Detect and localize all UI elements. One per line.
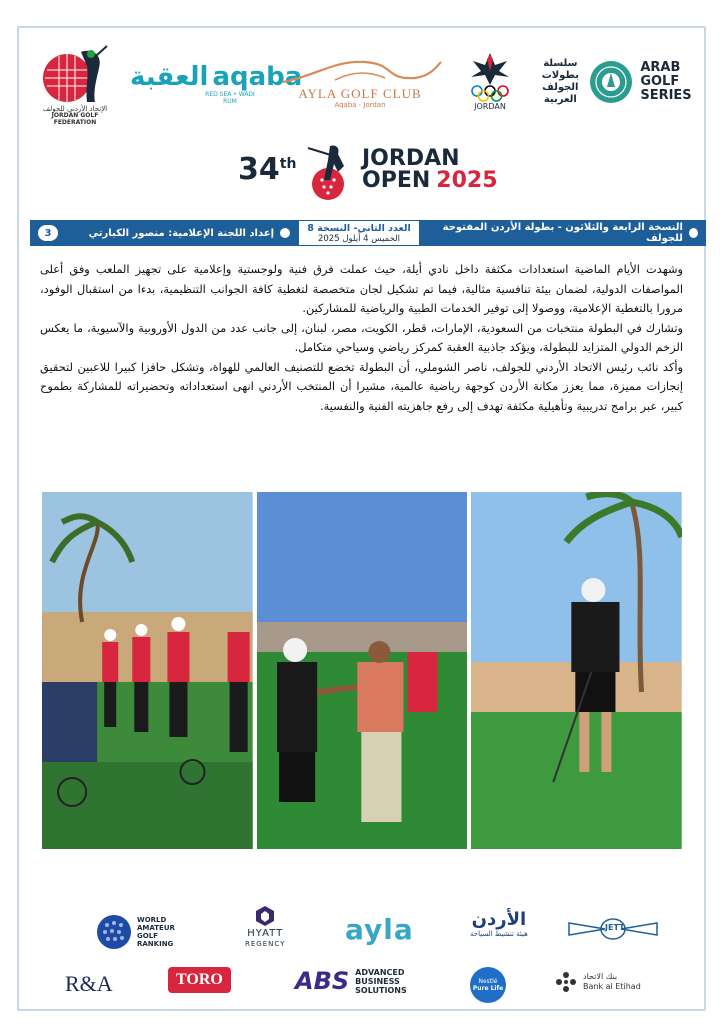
toro-logo: [168, 967, 231, 993]
header-logos: [30, 40, 694, 135]
banner-date: الخميس 4 أيلول 2025: [317, 233, 401, 244]
abs-logo: [295, 967, 407, 995]
edition-suffix: th: [279, 156, 297, 172]
bank-arabic: بنك الاتحاد: [583, 972, 618, 981]
edition-number: 34: [238, 152, 280, 187]
banner-credit-segment: [30, 220, 298, 246]
banner-issue-segment: [298, 220, 420, 246]
aqaba-latin: aqaba: [212, 62, 303, 93]
banner-title-segment: [420, 220, 706, 246]
nestle-line1: Nestlé: [478, 978, 498, 985]
article-paragraph-3: وأكد نائب رئيس الاتحاد الأردني للجولف، ناصر الشوملي، أن البطولة تخضع للتصنيف العالمي للهواة، وتشكل حافزا كبيرا للاعبين لتحقيق إنجازات مميزة، مما يعزز مكانة الأردن كوجهة رياضية عالمية، مشيرا أن المنتخب الأردني انهى استعداداته وتحضيراته للمشاركة بطموح كبير، عبر برامج تدريبية وتأهيلية مكثفة تهدف إلى رفع جاهزيته الفنية والنفسية.: [40, 359, 683, 413]
bank-english: Bank al Etihad: [583, 982, 641, 991]
article-paragraph-1: وشهدت الأيام الماضية استعدادات مكثفة داخل نادي أيلة، حيث عملت فرق فنية ولوجستية وإعلامية على تجهيز الملعب وفق أعلى المواصفات الدولية، لضمان بيئة تنافسية مثالية، فيما تم تشكيل لجان متخصصة لتغطية كافة الجوانب التنظيمية، بدءا من استقبال الوفود، مرورا بالتغطية الإعلامية، ووصولا إلى توفير الخدمات الطبية والرياضية للمشاركين.: [40, 262, 683, 315]
arab-series-en-2: GOLF: [640, 74, 680, 89]
jordan-olympic-logo: [460, 44, 520, 119]
event-title: [0, 140, 724, 205]
event-year: 2025: [436, 168, 498, 193]
article-paragraph-2: وتشارك في البطولة منتخبات من السعودية، الإمارات، قطر، الكويت، مصر، لبنان، إلى جانب عدد من الدول الأوروبية والآسيوية، ما يعكس الزخم الدولي المتزايد للبطولة، ويؤكد جاذبية العقبة كمركز رياضي وسياحي متكامل.: [40, 320, 683, 354]
olympic-label: JORDAN: [474, 102, 506, 112]
toro-name: TORO: [176, 971, 223, 988]
ayla-sponsor-name: ayla: [345, 913, 414, 946]
federation-emblem-icon: [37, 44, 113, 106]
arab-series-emblem-icon: [588, 59, 634, 105]
wagr-logo: [95, 913, 175, 951]
aqaba-tagline: RED SEA • WADI RUM: [205, 91, 255, 105]
photo-handshake: [257, 492, 468, 849]
jordan-tourism-arabic: الأردن: [471, 909, 527, 930]
ayla-name: AYLA GOLF CLUB: [298, 86, 422, 102]
golf-ball-globe-icon: [95, 913, 133, 951]
nestle-pure-life-logo: [470, 967, 506, 1003]
bullet-icon: [280, 228, 290, 238]
bullet-icon: [689, 228, 698, 238]
arab-series-arabic: سلسلة بطولات الجولف العربية: [541, 58, 579, 105]
event-name-1: JORDAN: [362, 146, 460, 171]
wagr-line3: GOLF: [137, 932, 158, 940]
jordan-tourism-sub: هيئة تنشيط السياحة: [470, 930, 528, 938]
banner-issue: العدد الثاني- النسخة 8: [307, 222, 411, 234]
jordan-tourism-logo: [470, 909, 528, 938]
abs-line3: SOLUTIONS: [355, 985, 407, 995]
randa-logo: [65, 971, 113, 997]
hyatt-logo: [245, 905, 285, 948]
arab-series-en-3: SERIES: [640, 88, 692, 103]
bank-al-etihad-logo: [555, 971, 641, 993]
banner-title: النسخة الرابعة والثلاثون - بطولة الأردن المفتوحة للجولف: [442, 222, 683, 244]
photo-collage: [42, 492, 682, 849]
arab-golf-series-logo: [535, 46, 695, 118]
hyatt-line1: HYATT: [247, 928, 284, 939]
ayla-golf-club-logo: [275, 48, 445, 118]
olympic-rings-icon: [465, 51, 515, 103]
sponsor-logos: [30, 905, 694, 1005]
aqaba-arabic: العقبة: [130, 62, 209, 93]
issue-banner: [30, 220, 706, 246]
bank-emblem-icon: [555, 971, 577, 993]
randa-name: R&A: [65, 971, 113, 996]
photo-driving-range: [42, 492, 253, 849]
page-number: 3: [38, 225, 58, 241]
wagr-line1: WORLD: [137, 916, 167, 924]
wagr-line2: AMATEUR: [137, 924, 175, 932]
jett-logo: [565, 915, 661, 943]
federation-arabic: الإتحاد الأردني للجولف: [42, 104, 108, 113]
event-name-2: OPEN: [362, 168, 431, 193]
jett-name: JETT: [605, 923, 625, 932]
article-body: [40, 260, 683, 416]
arab-series-en-1: ARAB: [640, 60, 681, 75]
ayla-sponsor-logo: [345, 913, 414, 946]
abs-line2: BUSINESS: [355, 976, 400, 986]
wagr-line4: RANKING: [137, 940, 174, 948]
golfer-silhouette-icon: [300, 140, 360, 202]
ayla-swoosh-icon: [275, 56, 445, 86]
banner-prepared-by: إعداد اللجنة الإعلامية: منصور الكبارتي: [88, 227, 274, 239]
federation-english: JORDAN GOLF FEDERATION: [51, 112, 99, 126]
photo-tee-shot: [471, 492, 682, 849]
jordan-golf-federation-logo: [30, 40, 120, 130]
aqaba-logo: [130, 54, 303, 114]
hyatt-line2: REGENCY: [245, 940, 286, 948]
nestle-line2: Pure Life: [472, 985, 504, 992]
hyatt-emblem-icon: [255, 905, 275, 927]
ayla-sub: Aqaba · Jordan: [334, 101, 386, 110]
abs-line1: ADVANCED: [355, 967, 405, 977]
abs-mark: ABS: [295, 967, 350, 995]
